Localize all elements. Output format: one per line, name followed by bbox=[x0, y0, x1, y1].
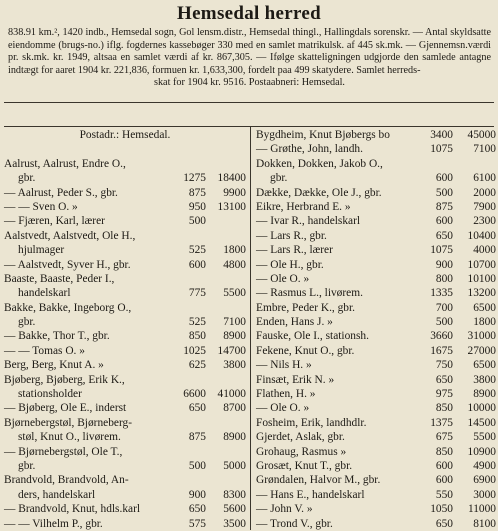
income-value: 1075 bbox=[430, 143, 453, 156]
entry-name: Grosæt, Knut T., gbr. bbox=[256, 459, 353, 472]
wealth-value: 5000 bbox=[223, 459, 246, 472]
income-value: 1050 bbox=[430, 503, 453, 516]
wealth-value: 7900 bbox=[473, 200, 496, 213]
income-value: 775 bbox=[188, 287, 206, 300]
income-value: 3660 bbox=[430, 330, 453, 343]
table-row bbox=[4, 358, 246, 372]
table-row bbox=[4, 517, 246, 531]
wealth-value: 8700 bbox=[223, 402, 246, 415]
income-value: 900 bbox=[188, 488, 206, 501]
entry-name: gbr. bbox=[18, 172, 36, 185]
entry-name: — Fjæren, Karl, lærer bbox=[4, 215, 105, 228]
entry-name: gbr. bbox=[18, 459, 36, 472]
income-value: 1275 bbox=[183, 172, 206, 185]
table-row bbox=[4, 445, 246, 459]
entry-name: — Bjørnebergstøl, Ole T., bbox=[4, 445, 123, 458]
table-row bbox=[256, 401, 496, 415]
table-row bbox=[256, 387, 496, 401]
entry-name: — Trond V., gbr. bbox=[256, 517, 333, 530]
entry-name: støl, Knut O., livørem. bbox=[18, 431, 121, 444]
table-row bbox=[4, 286, 246, 300]
entry-name: — Hans E., handelskarl bbox=[256, 488, 365, 501]
income-value: 625 bbox=[188, 359, 206, 372]
table-row bbox=[4, 200, 246, 214]
wealth-value: 13200 bbox=[467, 287, 496, 300]
entry-name: Fekene, Knut O., gbr. bbox=[256, 344, 355, 357]
entry-name: — Ole O. » bbox=[256, 272, 310, 285]
wealth-value: 8300 bbox=[223, 488, 246, 501]
table-row bbox=[256, 286, 496, 300]
entry-name: handelskarl bbox=[18, 287, 71, 300]
entry-name: — Ivar R., handelskarl bbox=[256, 215, 361, 228]
table-row bbox=[256, 229, 496, 243]
table-row bbox=[4, 243, 246, 257]
intro-line: samlet værdi af kr. 867,305. — Ifølge skatteligningen udgjorde den samlede antagne indtægt bbox=[8, 52, 492, 76]
income-value: 850 bbox=[435, 445, 453, 458]
table-row bbox=[256, 416, 496, 430]
table-row bbox=[4, 315, 246, 329]
wealth-value: 10700 bbox=[467, 258, 496, 271]
income-value: 600 bbox=[435, 474, 453, 487]
entry-name: stationsholder bbox=[18, 388, 82, 401]
table-row bbox=[256, 272, 496, 286]
entry-name: Bygdheim, Knut Bjøbergs bo bbox=[256, 129, 390, 141]
table-row bbox=[4, 272, 246, 286]
income-value: 975 bbox=[435, 388, 453, 401]
wealth-value: 6500 bbox=[473, 359, 496, 372]
income-value: 500 bbox=[435, 186, 453, 199]
income-value: 600 bbox=[435, 172, 453, 185]
wealth-value: 14500 bbox=[467, 416, 496, 429]
wealth-value: 4800 bbox=[223, 258, 246, 271]
wealth-value: 5600 bbox=[223, 503, 246, 516]
table-row bbox=[256, 200, 496, 214]
entry-name: Dække, Dække, Ole J., gbr. bbox=[256, 186, 382, 199]
income-value: 1375 bbox=[430, 416, 453, 429]
table-row bbox=[4, 344, 246, 358]
entry-name: Fosheim, Erik, landhdlr. bbox=[256, 416, 367, 429]
wealth-value: 27000 bbox=[467, 344, 496, 357]
column-divider bbox=[250, 126, 251, 530]
entry-name: — Bakke, Thor T., gbr. bbox=[4, 330, 110, 343]
income-value: 750 bbox=[435, 359, 453, 372]
income-value: 900 bbox=[435, 258, 453, 271]
entry-name: — Grøthe, John, landh. bbox=[256, 143, 363, 156]
entry-name: Eikre, Herbrand E. » bbox=[256, 200, 351, 213]
table-row bbox=[4, 430, 246, 444]
wealth-value: 8100 bbox=[473, 517, 496, 530]
income-value: 600 bbox=[188, 258, 206, 271]
page-title: Hemsedal herred bbox=[177, 3, 321, 24]
table-row bbox=[4, 301, 246, 315]
income-value: 3400 bbox=[430, 129, 453, 141]
wealth-value: 6900 bbox=[473, 474, 496, 487]
right-rows bbox=[256, 128, 496, 531]
wealth-value: 5500 bbox=[473, 431, 496, 444]
table-row bbox=[256, 142, 496, 156]
income-value: 1675 bbox=[430, 344, 453, 357]
wealth-value: 1800 bbox=[473, 316, 496, 329]
income-value: 650 bbox=[435, 517, 453, 530]
table-row bbox=[4, 459, 246, 473]
intro-line: sorenskr. — Antal skyldsatte eiendomme (brugs-no.) iflg. fogdernes kassebøger 330 med bbox=[8, 27, 492, 51]
wealth-value: 4900 bbox=[473, 459, 496, 472]
income-value: 1025 bbox=[183, 344, 206, 357]
table-row bbox=[256, 315, 496, 329]
entry-name: hjulmager bbox=[18, 244, 65, 257]
wealth-value: 8900 bbox=[223, 431, 246, 444]
income-value: 675 bbox=[435, 431, 453, 444]
income-value: 575 bbox=[188, 517, 206, 530]
entry-name: Bjøberg, Bjøberg, Erik K., bbox=[4, 373, 125, 386]
income-value: 650 bbox=[435, 373, 453, 386]
intro-line: for aaret 1904 kr. 221,836, formuen kr. 1,633,300, fordelt paa 499 skatydere. Samlet herreds- bbox=[41, 64, 421, 76]
entry-name: — Nils H. » bbox=[256, 359, 312, 372]
wealth-value: 10400 bbox=[467, 229, 496, 242]
wealth-value: 8900 bbox=[223, 330, 246, 343]
table-row bbox=[256, 473, 496, 487]
entry-name: — — Sven O. » bbox=[4, 200, 78, 213]
table-row bbox=[256, 430, 496, 444]
table-row bbox=[256, 459, 496, 473]
entry-name: — Lars R., lærer bbox=[256, 244, 333, 257]
wealth-value: 2000 bbox=[473, 186, 496, 199]
entry-name: Dokken, Dokken, Jakob O., bbox=[256, 157, 383, 170]
income-value: 600 bbox=[435, 459, 453, 472]
entry-name: — Ole O. » bbox=[256, 402, 310, 415]
income-value: 950 bbox=[188, 200, 206, 213]
wealth-value: 2300 bbox=[473, 215, 496, 228]
table-row bbox=[4, 416, 246, 430]
table-row bbox=[4, 214, 246, 228]
wealth-value: 6100 bbox=[473, 172, 496, 185]
table-row bbox=[4, 401, 246, 415]
entry-name: — — Vilhelm P., gbr. bbox=[4, 517, 103, 530]
entry-name: Enden, Hans J. » bbox=[256, 316, 333, 329]
entry-name: Bakke, Bakke, Ingeborg O., bbox=[4, 301, 132, 314]
table-row bbox=[256, 243, 496, 257]
entry-name: — — Tomas O. » bbox=[4, 344, 85, 357]
right-column bbox=[256, 128, 496, 531]
wealth-value: 7100 bbox=[223, 316, 246, 329]
table-row bbox=[4, 229, 246, 243]
entry-name: Grøndalen, Halvor M., gbr. bbox=[256, 474, 381, 487]
wealth-value: 31000 bbox=[467, 330, 496, 343]
wealth-value: 3800 bbox=[473, 373, 496, 386]
wealth-value: 10000 bbox=[467, 402, 496, 415]
entry-name: — Aalrust, Peder S., gbr. bbox=[4, 186, 118, 199]
entry-name: Embre, Peder K., gbr. bbox=[256, 301, 356, 314]
wealth-value: 1800 bbox=[223, 244, 246, 257]
table-row bbox=[4, 387, 246, 401]
wealth-value: 4000 bbox=[473, 244, 496, 257]
wealth-value: 10100 bbox=[467, 272, 496, 285]
table-row bbox=[4, 258, 246, 272]
entry-name: Brandvold, Brandvold, An- bbox=[4, 474, 129, 487]
entry-name: ders, handelskarl bbox=[18, 488, 96, 501]
wealth-value: 5500 bbox=[223, 287, 246, 300]
income-value: 500 bbox=[188, 215, 206, 228]
entry-name: Aalstvedt, Aalstvedt, Ole H., bbox=[4, 229, 136, 242]
income-value: 550 bbox=[435, 488, 453, 501]
income-value: 850 bbox=[188, 330, 206, 343]
entry-name: gbr. bbox=[18, 316, 36, 329]
income-value: 850 bbox=[435, 402, 453, 415]
table-row bbox=[4, 473, 246, 487]
table-row bbox=[256, 186, 496, 200]
table-row bbox=[4, 171, 246, 185]
income-value: 650 bbox=[188, 402, 206, 415]
table-row bbox=[4, 329, 246, 343]
column-heading: Postadr.: Hemsedal. bbox=[79, 129, 171, 141]
entry-name: Gjerdet, Aslak, gbr. bbox=[256, 431, 345, 444]
wealth-value: 9900 bbox=[223, 186, 246, 199]
wealth-value: 18400 bbox=[217, 172, 246, 185]
income-value: 800 bbox=[435, 272, 453, 285]
income-value: 525 bbox=[188, 244, 206, 257]
income-value: 525 bbox=[188, 316, 206, 329]
entry-name: Baaste, Baaste, Peder I., bbox=[4, 272, 115, 285]
income-value: 875 bbox=[435, 200, 453, 213]
table-row bbox=[4, 502, 246, 516]
intro-paragraph bbox=[8, 27, 491, 90]
entry-name: gbr. bbox=[270, 172, 288, 185]
entry-name: Berg, Berg, Knut A. » bbox=[4, 359, 104, 372]
table-row bbox=[4, 186, 246, 200]
table-row bbox=[256, 502, 496, 516]
wealth-value: 3800 bbox=[223, 359, 246, 372]
wealth-value: 14700 bbox=[217, 344, 246, 357]
entry-name: Finsæt, Erik N. » bbox=[256, 373, 335, 386]
entry-name: — Brandvold, Knut, hdls.karl bbox=[4, 503, 141, 516]
table-row bbox=[4, 488, 246, 502]
table-row bbox=[256, 128, 496, 142]
table-row bbox=[256, 258, 496, 272]
wealth-value: 3000 bbox=[473, 488, 496, 501]
income-value: 700 bbox=[435, 301, 453, 314]
entry-name: — John V. » bbox=[256, 503, 313, 516]
table-row bbox=[256, 157, 496, 171]
wealth-value: 45000 bbox=[467, 129, 496, 141]
entry-name: — Lars R., gbr. bbox=[256, 229, 327, 242]
wealth-value: 41000 bbox=[217, 388, 246, 401]
table-row bbox=[256, 517, 496, 531]
table-row bbox=[256, 344, 496, 358]
entry-name: Bjørnebergstøl, Bjørneberg- bbox=[4, 416, 133, 429]
income-value: 875 bbox=[188, 186, 206, 199]
income-value: 6600 bbox=[183, 388, 206, 401]
divider-rule bbox=[4, 126, 494, 127]
wealth-value: 11000 bbox=[467, 503, 496, 516]
entry-name: Fauske, Ole I., stationsh. bbox=[256, 330, 369, 343]
divider-rule bbox=[4, 102, 494, 103]
left-column bbox=[4, 128, 246, 531]
wealth-value: 10900 bbox=[467, 445, 496, 458]
income-value: 1075 bbox=[430, 244, 453, 257]
entry-name: — Bjøberg, Ole E., inderst bbox=[4, 402, 127, 415]
wealth-value: 7100 bbox=[473, 143, 496, 156]
wealth-value: 3500 bbox=[223, 517, 246, 530]
income-value: 1335 bbox=[430, 287, 453, 300]
table-row bbox=[256, 301, 496, 315]
entry-name: — Rasmus L., livørem. bbox=[256, 287, 363, 300]
table-row bbox=[4, 373, 246, 387]
income-value: 500 bbox=[188, 459, 206, 472]
entry-name: Aalrust, Aalrust, Endre O., bbox=[4, 157, 126, 170]
entry-name: Grohaug, Rasmus » bbox=[256, 445, 347, 458]
intro-line: 838.91 km.², 1420 indb., Hemsedal sogn, Gol lensm.distr., Hemsedal thingl., Hallingdals bbox=[8, 27, 371, 38]
entry-name: Flathen, H. » bbox=[256, 388, 316, 401]
table-row bbox=[256, 214, 496, 228]
table-row bbox=[256, 171, 496, 185]
table-row bbox=[256, 329, 496, 343]
wealth-value: 13100 bbox=[217, 200, 246, 213]
table-row bbox=[256, 445, 496, 459]
wealth-value: 6500 bbox=[473, 301, 496, 314]
income-value: 600 bbox=[435, 215, 453, 228]
entry-name: — Ole H., gbr. bbox=[256, 258, 324, 271]
wealth-value: 8900 bbox=[473, 388, 496, 401]
table-row bbox=[256, 488, 496, 502]
intro-line: en samlet matrikulsk. af 445 sk.mk. — Gjennemsn.værdi pr. sk.mk. kr. 1949, altsaa en bbox=[8, 39, 491, 64]
table-row bbox=[256, 373, 496, 387]
intro-line: skat for 1904 kr. 9516. Postaabneri: Hemsedal. bbox=[154, 77, 345, 89]
income-value: 650 bbox=[435, 229, 453, 242]
income-value: 650 bbox=[188, 503, 206, 516]
income-value: 875 bbox=[188, 431, 206, 444]
table-row bbox=[4, 157, 246, 171]
spacer-row bbox=[4, 142, 246, 156]
left-rows bbox=[4, 157, 246, 531]
table-row bbox=[256, 358, 496, 372]
entry-name: — Aalstvedt, Syver H., gbr. bbox=[4, 258, 131, 271]
income-value: 500 bbox=[435, 316, 453, 329]
